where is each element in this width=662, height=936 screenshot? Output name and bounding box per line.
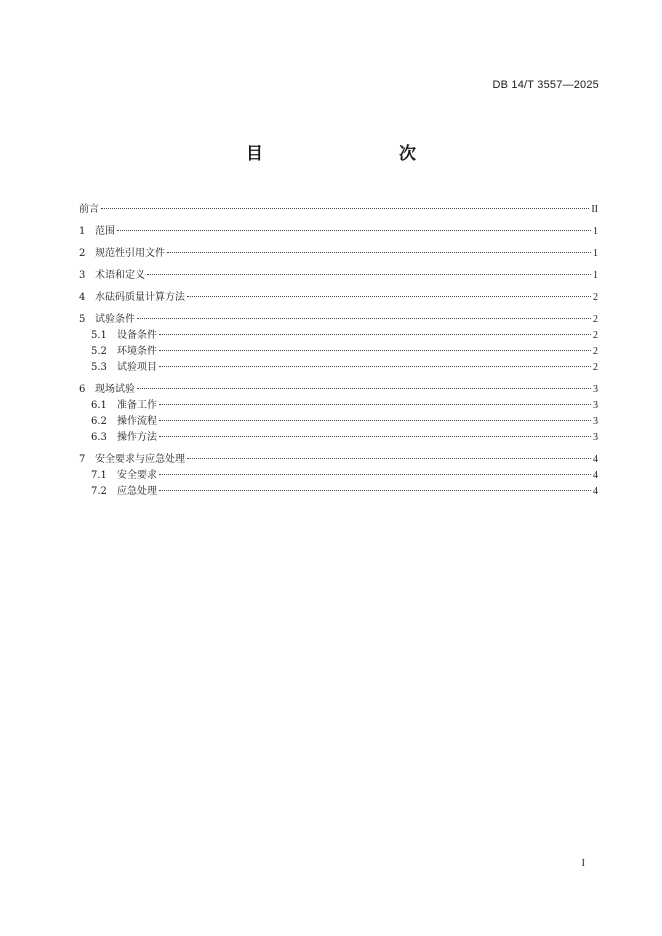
toc-page: 2	[593, 314, 598, 325]
toc-page: 2	[593, 346, 598, 357]
toc-leader	[159, 366, 591, 367]
toc-leader	[167, 252, 591, 253]
toc-entry-5-2[interactable]	[79, 344, 598, 360]
toc-page: 2	[593, 362, 598, 373]
toc-number: 7	[79, 454, 86, 465]
toc-page: 1	[593, 248, 598, 259]
toc-entry-6-2[interactable]	[79, 414, 598, 430]
toc-entry-6-3[interactable]	[79, 430, 598, 446]
toc-page: 1	[593, 270, 598, 281]
toc-leader	[187, 458, 591, 459]
toc-entry-foreword[interactable]	[79, 202, 598, 218]
toc-label: 前言	[79, 204, 99, 215]
toc-label: 操作方法	[117, 432, 157, 443]
toc-number: 7.1	[91, 470, 107, 481]
toc-number: 6.1	[91, 400, 107, 411]
table-of-contents	[79, 202, 598, 500]
toc-page: 3	[593, 416, 598, 427]
page-number: I	[581, 858, 585, 869]
toc-leader	[159, 350, 591, 351]
standard-code: DB 14/T 3557—2025	[492, 79, 599, 91]
toc-number: 5.1	[91, 330, 107, 341]
toc-label: 水砝码质量计算方法	[95, 292, 185, 303]
toc-page: 2	[593, 292, 598, 303]
toc-leader	[101, 208, 589, 209]
toc-label: 准备工作	[117, 400, 157, 411]
toc-entry-7-2[interactable]	[79, 484, 598, 500]
toc-number: 1	[79, 226, 86, 237]
toc-leader	[159, 420, 591, 421]
toc-label: 安全要求	[117, 470, 157, 481]
toc-label: 规范性引用文件	[95, 248, 165, 259]
toc-entry-5-1[interactable]	[79, 328, 598, 344]
toc-number: 5.3	[91, 362, 107, 373]
toc-page: II	[591, 204, 598, 215]
toc-entry-7-1[interactable]	[79, 468, 598, 484]
toc-page: 2	[593, 330, 598, 341]
toc-label: 试验项目	[117, 362, 157, 373]
toc-leader	[159, 404, 591, 405]
toc-leader	[187, 296, 591, 297]
toc-number: 6	[79, 384, 86, 395]
toc-entry-2[interactable]	[79, 246, 598, 262]
toc-leader	[117, 230, 591, 231]
toc-entry-6[interactable]	[79, 382, 598, 398]
toc-number: 3	[79, 270, 86, 281]
toc-label: 现场试验	[95, 384, 135, 395]
toc-entry-4[interactable]	[79, 290, 598, 306]
toc-label: 术语和定义	[95, 270, 145, 281]
toc-number: 4	[79, 292, 86, 303]
toc-page: 4	[593, 486, 598, 497]
toc-page: 3	[593, 432, 598, 443]
toc-entry-5-3[interactable]	[79, 360, 598, 376]
toc-entry-7[interactable]	[79, 452, 598, 468]
toc-number: 6.2	[91, 416, 107, 427]
toc-leader	[159, 474, 591, 475]
toc-leader	[159, 436, 591, 437]
toc-label: 范围	[95, 226, 115, 237]
toc-number: 2	[79, 248, 86, 259]
toc-entry-5[interactable]	[79, 312, 598, 328]
toc-leader	[147, 274, 591, 275]
toc-label: 环境条件	[117, 346, 157, 357]
toc-leader	[137, 318, 591, 319]
toc-leader	[137, 388, 591, 389]
toc-entry-3[interactable]	[79, 268, 598, 284]
toc-label: 应急处理	[117, 486, 157, 497]
toc-number: 5	[79, 314, 86, 325]
toc-entry-6-1[interactable]	[79, 398, 598, 414]
toc-page: 4	[593, 454, 598, 465]
toc-leader	[159, 334, 591, 335]
toc-label: 操作流程	[117, 416, 157, 427]
toc-label: 试验条件	[95, 314, 135, 325]
page-title: 目 次	[246, 144, 450, 164]
toc-page: 4	[593, 470, 598, 481]
toc-leader	[159, 490, 591, 491]
toc-page: 3	[593, 384, 598, 395]
toc-page: 1	[593, 226, 598, 237]
toc-number: 5.2	[91, 346, 107, 357]
toc-label: 安全要求与应急处理	[95, 454, 185, 465]
toc-number: 7.2	[91, 486, 107, 497]
toc-number: 6.3	[91, 432, 107, 443]
toc-page: 3	[593, 400, 598, 411]
toc-label: 设备条件	[117, 330, 157, 341]
toc-entry-1[interactable]	[79, 224, 598, 240]
